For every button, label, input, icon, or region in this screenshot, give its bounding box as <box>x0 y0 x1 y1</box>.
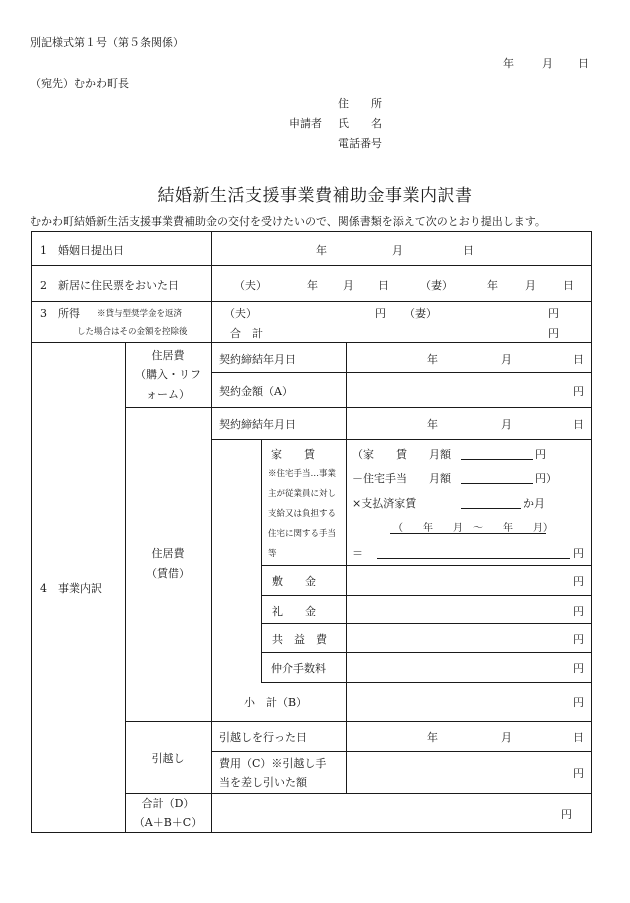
purchase-amount-yen: 円 <box>573 385 584 398</box>
moving-date-month: 月 <box>501 731 512 744</box>
applicant-label: 申請者 <box>289 117 322 130</box>
calc-allowance-monthly: －住宅手当 月額 <box>352 472 451 485</box>
deposit-label: 敷 金 <box>272 575 316 588</box>
purchase-label-line3: ォーム） <box>146 388 190 401</box>
common-fee-label: 共 益 費 <box>272 633 327 646</box>
row2-husband: （夫） <box>234 279 267 292</box>
row3-note-line2: した場合はその金額を控除後 <box>77 327 188 337</box>
key-money-yen: 円 <box>573 605 584 618</box>
purchase-date-month: 月 <box>501 353 512 366</box>
calc-result-yen: 円 <box>573 547 584 560</box>
row3-total: 合 計 <box>230 327 263 340</box>
row4-label: 4 事業内訳 <box>40 582 102 595</box>
header-year-label: 年 <box>503 57 514 70</box>
page-title: 結婚新生活支援事業費補助金事業内訳書 <box>157 186 473 206</box>
moving-label: 引越し <box>151 752 185 765</box>
rent-note-line1: ※住宅手当…事業 <box>268 469 337 479</box>
agent-fee-yen: 円 <box>573 662 584 675</box>
header-month-label: 月 <box>542 57 553 70</box>
moving-cost-yen: 円 <box>573 767 584 780</box>
row2-wife: （妻） <box>420 279 453 292</box>
rent-note-line3: 支給又は負担する <box>268 509 337 519</box>
calc-period: （ 年 月 ～ 年 月） <box>393 523 553 534</box>
row1-year: 年 <box>316 244 327 257</box>
moving-date-year: 年 <box>427 731 438 744</box>
address-label: 住 所 <box>338 97 382 110</box>
row3-husband: （夫） <box>224 307 257 320</box>
rent-date-day: 日 <box>573 418 584 431</box>
moving-date-day: 日 <box>573 731 584 744</box>
intro-text: むかわ町結婚新生活支援事業費補助金の交付を受けたいので、関係書類を添えて次のとおり提出します。 <box>30 215 546 228</box>
purchase-label-line2: （購入・リフ <box>135 368 201 381</box>
row2-wife-year: 年 <box>487 279 498 292</box>
purchase-date-year: 年 <box>427 353 438 366</box>
rent-date-year: 年 <box>427 418 438 431</box>
row1-month: 月 <box>392 244 403 257</box>
rent-contract-date-label: 契約締結年月日 <box>219 418 296 431</box>
rent-label-line2: （賃借） <box>146 567 190 580</box>
header-day-label: 日 <box>578 57 589 70</box>
row3-husband-yen: 円 <box>375 307 386 320</box>
purchase-label-line1: 住居費 <box>151 349 185 362</box>
row3-label: 3 所得 <box>40 307 80 320</box>
row2-husband-year: 年 <box>307 279 318 292</box>
row2-husband-day: 日 <box>378 279 389 292</box>
row3-wife: （妻） <box>404 307 437 320</box>
deposit-yen: 円 <box>573 575 584 588</box>
subtotal-yen: 円 <box>573 696 584 709</box>
phone-label: 電話番号 <box>338 137 382 150</box>
purchase-contract-date-label: 契約締結年月日 <box>219 353 296 366</box>
calc-equals: ＝ <box>352 547 363 560</box>
row3-total-yen: 円 <box>548 327 559 340</box>
row2-husband-month: 月 <box>343 279 354 292</box>
row2-wife-day: 日 <box>563 279 574 292</box>
rent-note-line4: 住宅に関する手当 <box>268 529 337 539</box>
calc-paid-rent: ×支払済家賃 <box>352 497 417 510</box>
form-number: 別記様式第１号（第５条関係） <box>30 36 184 49</box>
row3-note-line1: ※貸与型奨学金を返済 <box>97 309 183 319</box>
total-label-line1: 合計（D） <box>141 797 195 810</box>
total-label-line2: （A＋B＋C） <box>133 816 203 829</box>
purchase-date-day: 日 <box>573 353 584 366</box>
rent-note-line2: 主が従業員に対し <box>268 489 337 499</box>
calc-rent-yen: 円 <box>535 448 546 461</box>
common-fee-yen: 円 <box>573 633 584 646</box>
row1-label: 1 婚姻日提出日 <box>40 244 124 257</box>
calc-allowance-yen: 円） <box>535 472 557 485</box>
total-yen: 円 <box>561 808 572 821</box>
addressee: （宛先）むかわ町長 <box>30 77 129 90</box>
rent-note-line5: 等 <box>268 549 277 559</box>
rent-date-month: 月 <box>501 418 512 431</box>
rent-label-line1: 住居費 <box>151 547 185 560</box>
moving-cost-line1: 費用（C）※引越し手 <box>219 757 327 770</box>
moving-cost-line2: 当を差し引いた額 <box>219 776 307 789</box>
row3-wife-yen: 円 <box>548 307 559 320</box>
key-money-label: 礼 金 <box>272 605 316 618</box>
name-label: 氏 名 <box>338 117 382 130</box>
calc-rent-monthly: （家 賃 月額 <box>352 448 451 461</box>
row2-label: 2 新居に住民票をおいた日 <box>40 279 179 292</box>
rent-label: 家 賃 <box>271 448 315 461</box>
purchase-contract-amount-label: 契約金額（A） <box>219 385 293 398</box>
agent-fee-label: 仲介手数料 <box>271 662 326 675</box>
row1-day: 日 <box>463 244 474 257</box>
calc-months: か月 <box>523 497 545 510</box>
subtotal-label: 小 計（B） <box>244 696 308 709</box>
moving-date-label: 引越しを行った日 <box>219 731 307 744</box>
row2-wife-month: 月 <box>525 279 536 292</box>
